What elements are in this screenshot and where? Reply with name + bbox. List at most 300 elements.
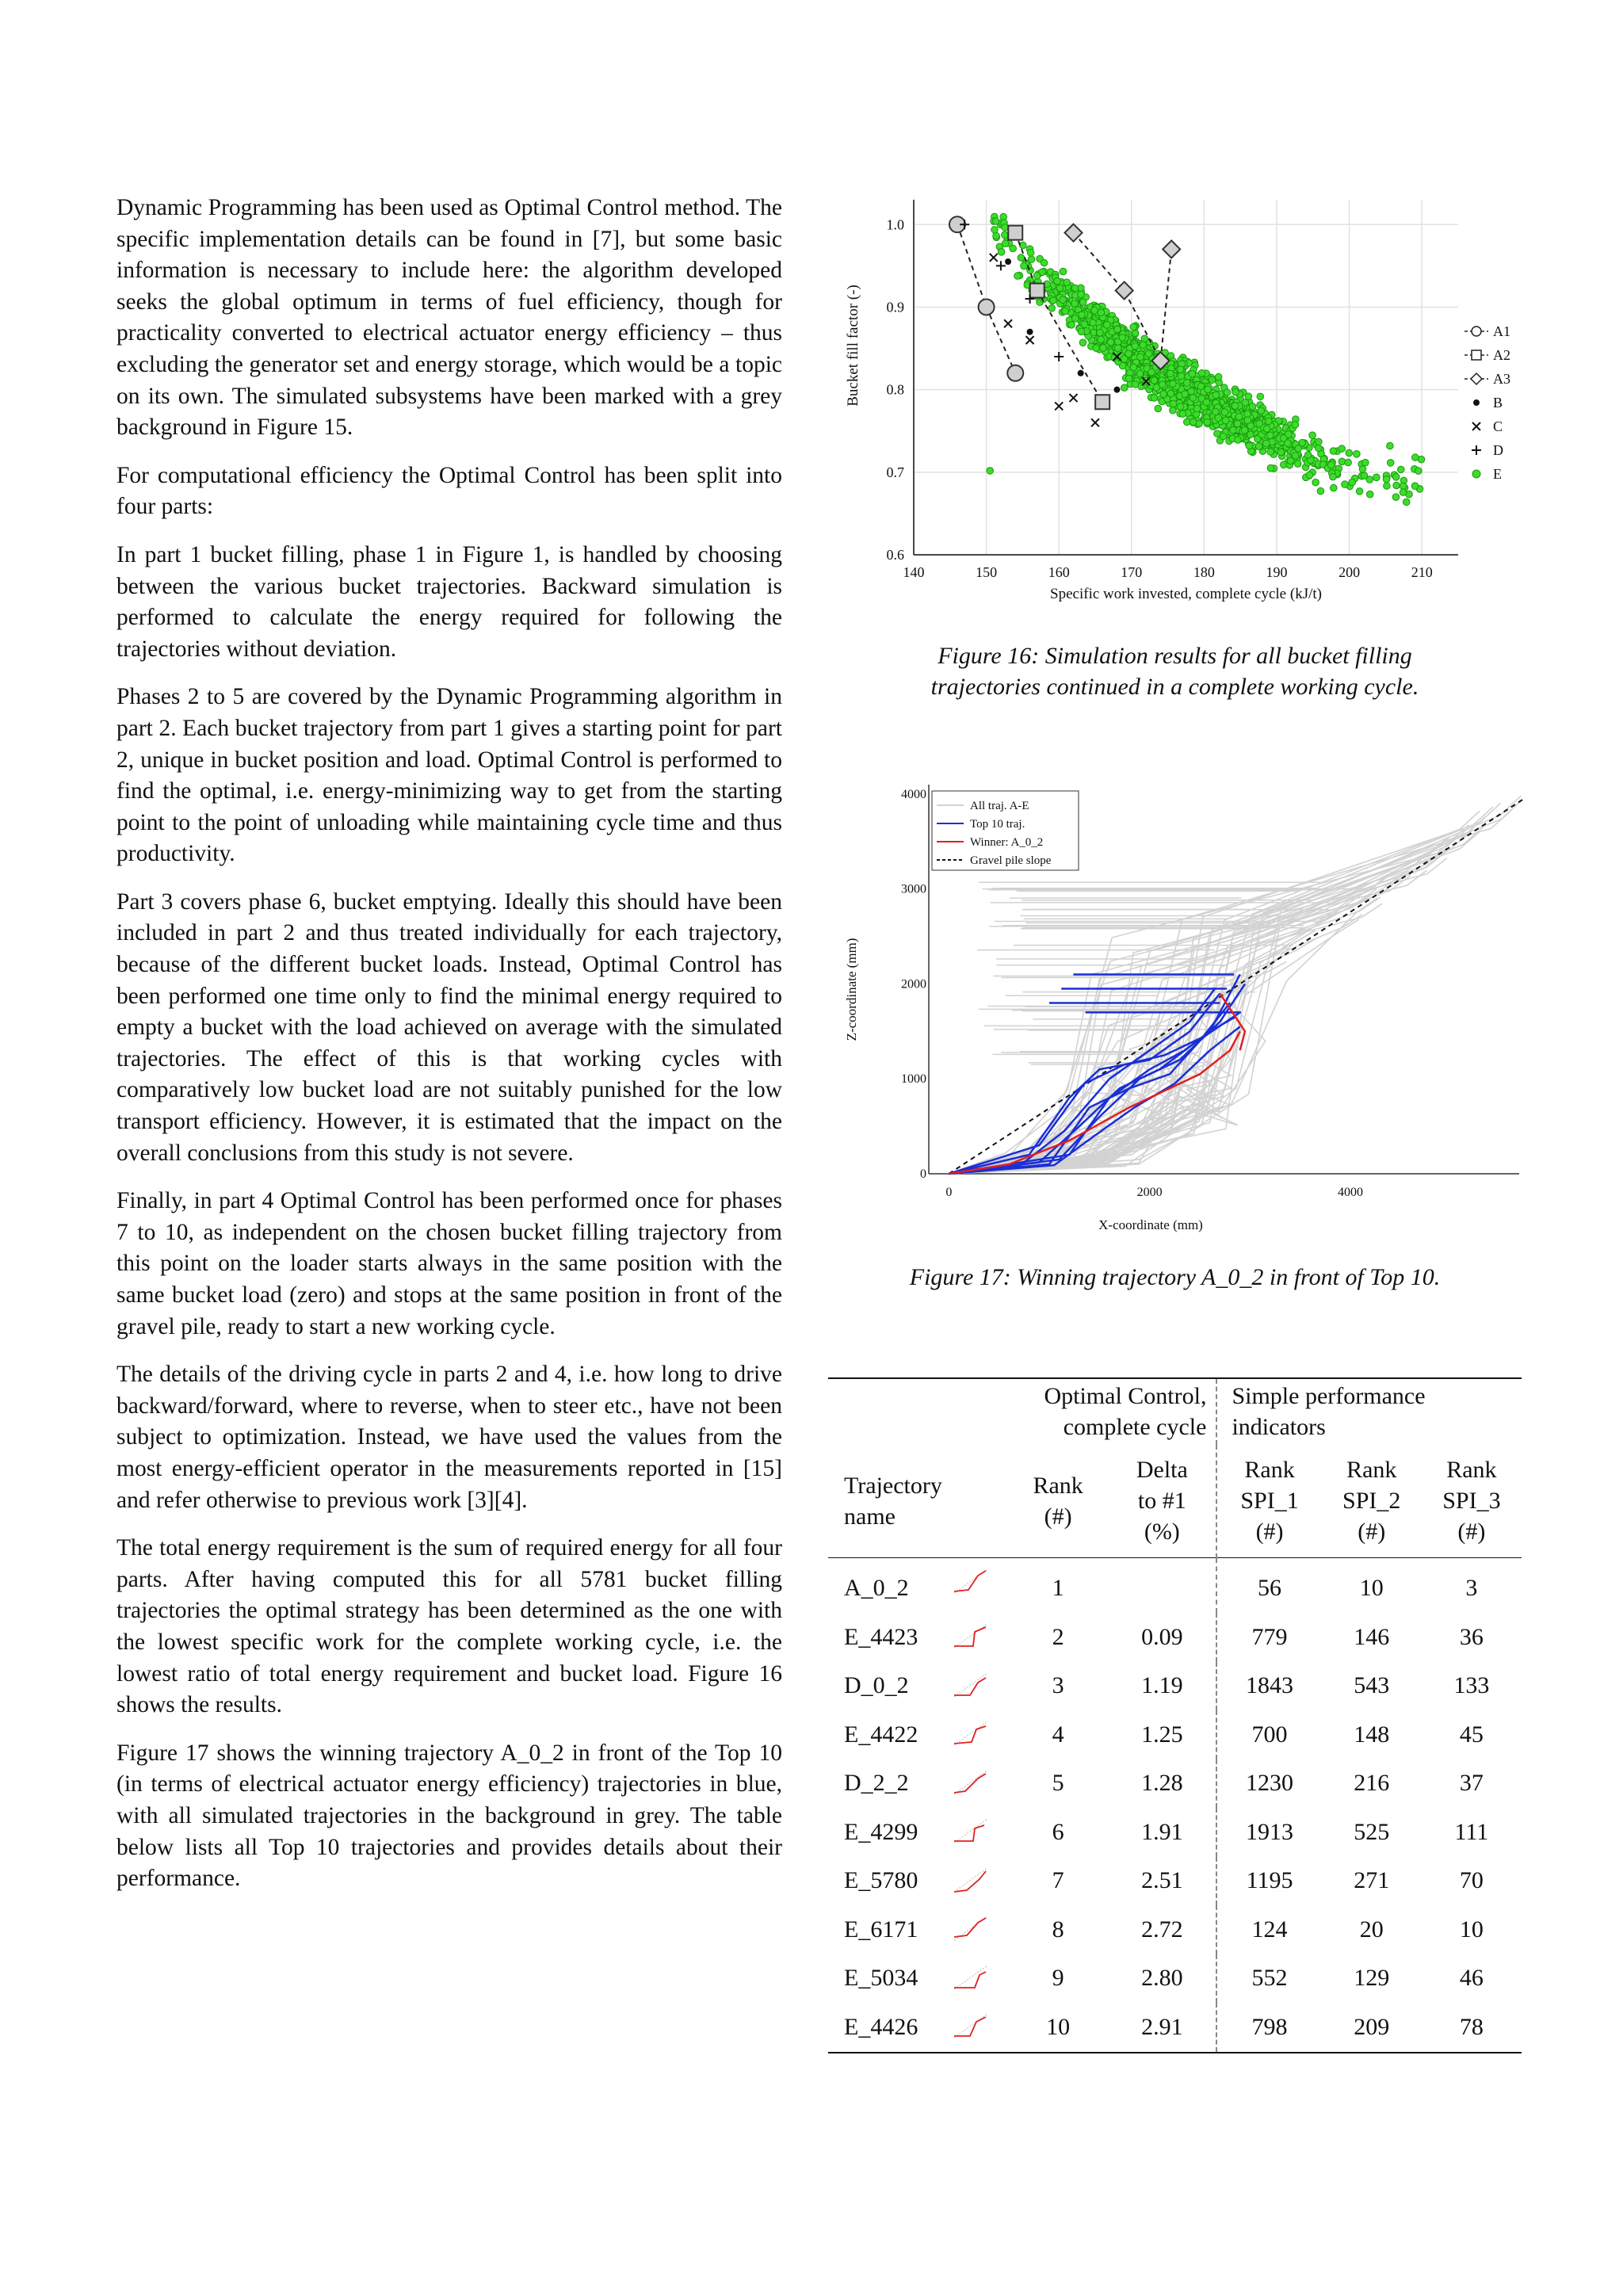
x-tick-label: 2000: [1136, 1186, 1163, 1199]
data-point-E: [1119, 334, 1126, 342]
thumbnail-trajectory: [954, 1871, 986, 1892]
legend-item: [1472, 466, 1502, 482]
cell-spi3: 10: [1459, 1916, 1484, 1943]
data-point-E: [1366, 491, 1373, 498]
legend-item: [1465, 371, 1510, 387]
trajectory-thumbnail-icon: [951, 1866, 991, 1895]
data-point-E: [1244, 411, 1251, 418]
trajectory-thumbnail-icon: [951, 1964, 991, 1992]
data-point-E: [1014, 273, 1022, 280]
data-point-E: [1020, 242, 1027, 249]
legend-item: [1473, 395, 1503, 411]
legend-marker-circle: [1472, 327, 1481, 336]
header-line: to #1: [1137, 1488, 1186, 1515]
cell-trajectory-name: [828, 1857, 1008, 1906]
data-point-E: [1010, 245, 1017, 252]
cell-spi3: 70: [1459, 1867, 1484, 1894]
data-point-E: [1266, 418, 1273, 425]
data-point-E: [1366, 476, 1373, 483]
data-point-E: [1392, 494, 1400, 501]
data-point-E: [1246, 442, 1253, 449]
data-point-A2: [1095, 395, 1109, 409]
data-point-E: [1312, 479, 1319, 486]
data-point-E: [1234, 420, 1241, 427]
table-row: [828, 1557, 1522, 1613]
data-point-E: [1155, 405, 1162, 412]
x-tick-label: 210: [1411, 564, 1433, 580]
data-point-E: [1107, 338, 1114, 346]
data-point-E: [1209, 376, 1216, 384]
cell-rank: 10: [1046, 2013, 1071, 2040]
data-point-D: [996, 261, 1006, 270]
cell-spi3: 3: [1465, 1575, 1478, 1602]
y-axis-label: Bucket fill factor (-): [845, 285, 861, 407]
cell-trajectory-name: [828, 1710, 1008, 1759]
cell-spi3: 133: [1453, 1672, 1490, 1699]
data-point-A3: [1116, 282, 1133, 300]
legend-label: All traj. A-E: [970, 800, 1029, 812]
data-point-E: [1060, 268, 1067, 275]
paragraph: The total energy requirement is the sum of required energy for all four parts. After having computed this for all 5781 bucket filling trajectories the optimal strategy has been determined as the one with the lowest specific work for the complete working cycle, i.e. the lowest ratio of total energy requirement and bucket load. Figure 16 shows the results.: [116, 1535, 782, 1718]
cell-spi1: 56: [1216, 1557, 1321, 1613]
data-point-E: [1125, 350, 1132, 357]
data-point-E: [1267, 464, 1274, 472]
data-point-E: [1079, 339, 1086, 346]
paragraph: Phases 2 to 5 are covered by the Dynamic Programming algorithm in part 2. Each bucket trajectory from part 1 gives a starting point for part 2, unique in bucket position and load. Optimal Control is performed to find the optimal, i.e. energy-minimizing way to get from the starting point to the point of unloading while maintaining cycle time and thus productivity.: [116, 684, 782, 867]
x-axis-label: Specific work invested, complete cycle (kJ/t): [1050, 586, 1322, 602]
data-point-E: [1277, 449, 1285, 456]
data-point-E: [1346, 449, 1353, 457]
data-point-E: [1398, 466, 1405, 473]
group-header-line: complete cycle: [1063, 1414, 1207, 1440]
data-point-E: [1241, 427, 1248, 434]
cell-spi1: 798: [1216, 2003, 1321, 2053]
data-point-E: [1182, 391, 1189, 398]
cell-rank: 3: [1052, 1672, 1064, 1699]
y-tick-label: 0: [920, 1167, 926, 1181]
thumbnail-slope: [954, 1868, 987, 1892]
data-point-E: [1179, 411, 1186, 418]
trajectory-name: E_4426: [844, 2013, 918, 2040]
data-point-E: [1136, 370, 1144, 377]
y-tick-label: 1000: [901, 1072, 926, 1087]
header-line: SPI_2: [1342, 1488, 1401, 1515]
data-point-C: [1091, 418, 1099, 426]
figure-17-caption: Figure 17: Winning trajectory A_0_2 in front of Top 10.: [909, 1264, 1441, 1290]
paragraph: For computational efficiency the Optimal Control has been split into four parts:: [116, 462, 782, 520]
cell-trajectory-name: [828, 1954, 1008, 2004]
cell-rank: 9: [1052, 1965, 1064, 1992]
data-point-E: [1027, 250, 1034, 257]
cell-delta: 2.91: [1141, 2013, 1183, 2040]
y-tick-label: 1.0: [886, 216, 904, 233]
data-point-E: [1338, 458, 1346, 465]
data-point-E: [1255, 443, 1262, 450]
data-point-E: [1345, 459, 1352, 466]
data-point-E: [1151, 395, 1158, 402]
legend-label: Top 10 traj.: [970, 818, 1025, 831]
cell-spi2: 129: [1354, 1965, 1390, 1992]
data-point-E: [1137, 353, 1144, 361]
data-point-D: [1054, 352, 1064, 361]
data-point-E: [1392, 474, 1400, 481]
data-point-E: [1267, 449, 1274, 456]
y-tick-label: 0.8: [886, 381, 904, 398]
data-point-E: [1393, 482, 1400, 489]
data-point-E: [1079, 311, 1086, 319]
legend-marker-dot: [1473, 399, 1480, 406]
cell-spi2: 543: [1354, 1672, 1390, 1699]
data-point-E: [1140, 342, 1147, 349]
data-point-E: [1048, 305, 1056, 312]
data-point-E: [1190, 395, 1197, 402]
column-header-rank: [1008, 1445, 1108, 1557]
data-point-E: [1349, 479, 1356, 486]
cell-trajectory-name: [828, 1613, 1008, 1662]
cell-delta: 2.72: [1141, 1916, 1183, 1943]
data-point-A3: [1163, 241, 1180, 258]
data-point-E: [1132, 381, 1139, 388]
trajectory-name: E_6171: [844, 1916, 918, 1943]
paragraph: In part 1 bucket filling, phase 1 in Figure 1, is handled by choosing between the various bucket trajectories. Backward simulation is performed to calculate the energy required for following the trajectories without deviation.: [116, 541, 782, 662]
trajectory-name: D_0_2: [844, 1672, 909, 1699]
header-line: Delta: [1136, 1457, 1188, 1484]
thumbnail-slope: [954, 1771, 987, 1794]
x-tick-label: 200: [1338, 564, 1361, 580]
data-point-E: [1400, 489, 1407, 496]
data-point-B: [1027, 329, 1033, 335]
x-tick-label: 0: [945, 1186, 953, 1199]
data-point-E: [1151, 377, 1158, 384]
cell-spi1: 1195: [1216, 1857, 1321, 1906]
data-point-E: [1315, 445, 1322, 452]
data-point-E: [1403, 499, 1410, 506]
trajectory-name: E_5780: [844, 1867, 918, 1894]
data-point-E: [1064, 279, 1071, 286]
cell-trajectory-name: [828, 1759, 1008, 1809]
legend-label: D: [1493, 442, 1503, 458]
thumbnail-slope: [954, 1624, 987, 1648]
data-point-E: [1178, 372, 1185, 380]
data-point-E: [1203, 399, 1210, 406]
header-line: Rank: [1446, 1457, 1497, 1484]
cell-spi3: 46: [1459, 1965, 1484, 1992]
figure-16-caption: [828, 640, 1522, 702]
cell-delta: 1.19: [1141, 1672, 1183, 1699]
data-point-E: [1362, 459, 1369, 466]
header-line: (#): [1044, 1503, 1072, 1530]
thumbnail-slope: [954, 1819, 987, 1843]
cell-rank: 4: [1052, 1721, 1064, 1748]
data-point-E: [1170, 400, 1177, 407]
legend-item: [1472, 418, 1503, 434]
figure-16-caption-line-1: Figure 16: Simulation results for all bucket filling: [938, 643, 1412, 669]
data-point-E: [1177, 366, 1184, 373]
trajectory-thumbnail-icon: [951, 1720, 991, 1748]
cell-spi2: 271: [1354, 1867, 1390, 1894]
cell-spi3: 36: [1459, 1623, 1484, 1650]
data-point-E: [1257, 393, 1264, 400]
data-point-E: [1342, 481, 1349, 488]
x-tick-label: 190: [1266, 564, 1288, 580]
data-point-E: [1167, 390, 1174, 397]
trajectory-plot: [828, 773, 1526, 1240]
data-point-E: [998, 249, 1005, 256]
group-header-line: indicators: [1232, 1414, 1326, 1440]
cell-spi2: 20: [1359, 1916, 1384, 1943]
cell-spi2: 146: [1354, 1623, 1390, 1650]
data-point-E: [1215, 415, 1222, 422]
trajectory-thumbnail-icon: [951, 1915, 991, 1943]
data-point-E: [1141, 335, 1148, 342]
data-point-E: [1287, 457, 1294, 464]
data-point-E: [1356, 488, 1363, 495]
column-header-spi1: [1216, 1445, 1321, 1557]
figure-16-scatter-chart: [824, 190, 1522, 618]
group-header-line: Simple performance: [1232, 1383, 1426, 1409]
legend-label: Winner: A_0_2: [970, 836, 1044, 849]
data-point-E: [1354, 451, 1361, 458]
data-point-E: [1387, 442, 1394, 449]
data-point-E: [1097, 330, 1104, 337]
trajectory-thumbnail-icon: [951, 1671, 991, 1700]
cell-spi2: 525: [1354, 1818, 1390, 1845]
legend-label: A2: [1493, 347, 1510, 363]
data-point-E: [1316, 438, 1323, 445]
trajectory-name: E_5034: [844, 1965, 918, 1992]
data-point-E: [1115, 345, 1122, 352]
data-point-E: [1309, 432, 1316, 439]
column-header-trajectory-name: [828, 1445, 1008, 1557]
paragraph: The details of the driving cycle in parts 2 and 4, i.e. how long to drive backward/forward, where to reverse, when to steer etc., have not been subject to optimization. Instead, we have used the values from the most energy-efficient operator in the measurements reported in [15] and refer otherwise to previous work [3][4].: [116, 1362, 782, 1513]
data-point-E: [1072, 315, 1079, 323]
data-point-E: [1263, 426, 1270, 433]
data-point-E: [1198, 370, 1205, 377]
data-point-E: [1317, 487, 1324, 495]
data-point-E: [1018, 254, 1025, 262]
cell-spi3: 45: [1459, 1721, 1484, 1748]
header-line: (#): [1457, 1519, 1486, 1545]
data-point-E: [1104, 322, 1111, 329]
data-point-E: [1299, 439, 1306, 446]
data-point-C: [1070, 394, 1078, 402]
data-point-E: [1050, 297, 1057, 304]
data-point-E: [1280, 435, 1287, 442]
table-row: [828, 1857, 1522, 1906]
data-point-E: [1235, 437, 1242, 444]
cell-delta: 2.80: [1141, 1965, 1183, 1992]
x-tick-label: 4000: [1338, 1186, 1363, 1199]
cell-rank: 5: [1052, 1770, 1064, 1797]
cell-spi3: 37: [1459, 1770, 1484, 1797]
data-point-B: [1005, 258, 1011, 265]
data-point-E: [1159, 381, 1166, 388]
data-point-E: [1002, 224, 1009, 231]
data-point-E: [1148, 369, 1155, 376]
data-point-E: [1071, 300, 1079, 308]
data-point-E: [1160, 391, 1167, 398]
table-row: [828, 1905, 1522, 1954]
data-point-E: [1125, 375, 1132, 382]
legend-label: B: [1493, 395, 1503, 411]
paragraph: Finally, in part 4 Optimal Control has been performed once for phases 7 to 10, as independent on the chosen bucket filling trajectory from this point on the loader starts always in the same position with the same bucket load (zero) and stops at the same position in front of the gravel pile, ready to start a new working cycle.: [116, 1188, 782, 1339]
data-point-E: [1021, 262, 1028, 269]
data-point-E: [1071, 285, 1079, 292]
cell-delta: [1108, 1557, 1216, 1613]
cell-rank: 7: [1052, 1867, 1064, 1894]
data-point-E: [1331, 484, 1338, 491]
data-point-E: [1091, 307, 1098, 314]
cell-spi1: 552: [1216, 1954, 1321, 2004]
data-point-E: [1184, 380, 1191, 387]
data-point-E: [1338, 445, 1346, 453]
y-tick-label: 0.7: [886, 464, 904, 480]
top-10-table: [828, 1377, 1522, 2053]
data-point-E: [1383, 476, 1390, 483]
data-point-E: [1235, 414, 1243, 421]
group-header-optimal-control: [1008, 1378, 1216, 1445]
cell-delta: 2.51: [1141, 1867, 1183, 1894]
data-point-E: [1193, 405, 1201, 412]
trajectory-name: E_4423: [844, 1623, 918, 1650]
cell-spi1: 1843: [1216, 1662, 1321, 1711]
trajectory-name: E_4422: [844, 1721, 918, 1748]
data-point-E: [1212, 408, 1220, 415]
trajectory-name: A_0_2: [844, 1575, 909, 1602]
cell-trajectory-name: [828, 1808, 1008, 1857]
data-point-E: [1292, 422, 1299, 429]
data-point-E: [1130, 364, 1137, 371]
data-point-E: [1224, 389, 1231, 396]
cell-trajectory-name: [828, 1557, 1008, 1613]
data-point-E: [1130, 323, 1137, 330]
data-point-E: [987, 468, 994, 475]
cell-spi1: 1913: [1216, 1808, 1321, 1857]
data-point-E: [1304, 452, 1312, 459]
trajectory-thumbnail-icon: [951, 1769, 991, 1797]
data-point-E: [1267, 432, 1274, 439]
cell-trajectory-name: [828, 1662, 1008, 1711]
data-point-E: [1215, 373, 1222, 380]
trajectory-thumbnail-icon: [951, 1568, 991, 1596]
column-header-delta: [1108, 1445, 1216, 1557]
cell-spi1: 124: [1216, 1905, 1321, 1954]
legend-marker-green: [1472, 470, 1480, 478]
data-point-E: [1062, 308, 1069, 315]
cell-rank: 6: [1052, 1818, 1064, 1845]
cell-rank: 2: [1052, 1623, 1064, 1650]
trajectory-thumbnail-icon: [951, 1622, 991, 1651]
figure-17-trajectory-chart: [828, 773, 1526, 1240]
data-point-E: [1177, 403, 1184, 411]
data-point-E: [1247, 431, 1254, 438]
data-point-B: [1078, 370, 1084, 376]
data-point-E: [1060, 296, 1067, 304]
header-line: name: [844, 1503, 896, 1530]
data-point-E: [1232, 403, 1239, 410]
table-row: [828, 1710, 1522, 1759]
table-row: [828, 1613, 1522, 1662]
figure-16-caption-line-2: trajectories continued in a complete working cycle.: [930, 674, 1419, 700]
series-E-points: [987, 213, 1425, 506]
thumbnail-trajectory: [954, 1726, 986, 1744]
data-point-E: [1221, 409, 1228, 416]
trajectory-name: D_2_2: [844, 1770, 909, 1797]
data-point-E: [1412, 454, 1419, 461]
trajectory-thumbnail-icon: [951, 1817, 991, 1846]
legend-label: A3: [1493, 371, 1510, 387]
legend-label: C: [1493, 418, 1503, 434]
data-point-E: [1098, 309, 1105, 316]
header-line: SPI_3: [1442, 1488, 1501, 1515]
data-point-E: [1384, 483, 1391, 490]
header-line: (#): [1255, 1519, 1284, 1545]
legend-marker-plus: [1472, 445, 1481, 455]
cell-delta: 0.09: [1141, 1623, 1183, 1650]
legend-label: A1: [1493, 323, 1510, 339]
cell-delta: 1.28: [1141, 1770, 1183, 1797]
cell-delta: 1.91: [1141, 1818, 1183, 1845]
data-point-E: [1190, 418, 1197, 426]
data-point-E: [1330, 473, 1337, 480]
data-point-A1: [1007, 365, 1023, 381]
body-text-column: [116, 193, 782, 1912]
data-point-E: [1189, 370, 1196, 377]
data-point-E: [1033, 273, 1041, 280]
cell-spi2: 10: [1359, 1575, 1384, 1602]
y-axis-label: Z-coordinate (mm): [844, 938, 859, 1041]
trajectory-name: E_4299: [844, 1818, 918, 1845]
cell-delta: 1.25: [1141, 1721, 1183, 1748]
data-point-E: [1093, 345, 1100, 352]
data-point-E: [1098, 336, 1105, 343]
y-tick-label: 2000: [901, 977, 926, 991]
header-line: Rank: [1033, 1472, 1083, 1499]
table-row: [828, 1662, 1522, 1711]
data-point-E: [1068, 322, 1075, 329]
header-line: Trajectory: [844, 1472, 942, 1499]
header-empty: [828, 1378, 1008, 1445]
legend-item: [1472, 442, 1503, 458]
data-point-E: [1079, 299, 1086, 306]
data-point-E: [1114, 326, 1121, 333]
data-point-C: [990, 254, 998, 262]
cell-trajectory-name: [828, 2003, 1008, 2053]
data-point-E: [1078, 291, 1085, 298]
thumbnail-slope: [954, 1966, 987, 1989]
table-row: [828, 2003, 1522, 2053]
data-point-E: [1121, 384, 1128, 392]
data-point-E: [1197, 383, 1205, 390]
paragraph: Dynamic Programming has been used as Optimal Control method. The specific implementation details can be found in [7], but some basic information is necessary to include here: the algorithm developed seeks the global optimum in terms of fuel efficiency, though for practicality converted to electrical actuator energy efficiency – thus excluding the generator set and energy storage, which would be a topic on its own. The simulated subsystems have been marked with a grey background in Figure 15.: [116, 195, 782, 441]
table-row: [828, 1808, 1522, 1857]
data-point-E: [1078, 328, 1085, 335]
paragraph: Figure 17 shows the winning trajectory A_0_2 in front of the Top 10 (in terms of electrical actuator energy efficiency) trajectories in blue, with all simulated trajectories in the background in grey. The table below lists all Top 10 trajectories and provides details about their performance.: [116, 1740, 782, 1892]
data-point-E: [1002, 231, 1009, 239]
group-header-simple-performance: [1216, 1378, 1522, 1445]
data-point-A1: [979, 299, 995, 315]
data-point-E: [1294, 460, 1301, 468]
data-point-E: [1145, 350, 1152, 357]
data-point-E: [1100, 345, 1107, 352]
paragraph: Part 3 covers phase 6, bucket emptying. Ideally this should have been included in part 2 and thus treated individually for each trajectory, because of the different bucket loads. Instead, Optimal Control has been performed one time only to find the minimal energy required to empty a bucket with the load achieved on average with the simulated trajectories. The effect of this is that working cycles with comparatively low bucket load are not suitably punished for the low transport efficiency. However, it is estimated that the impact on the overall conclusions from this study is not severe.: [116, 888, 782, 1166]
header-line: (#): [1358, 1519, 1386, 1545]
y-tick-label: 0.9: [886, 299, 904, 315]
legend-marker-square: [1472, 350, 1481, 360]
table-row: [828, 1759, 1522, 1809]
x-axis-label: X-coordinate (mm): [1098, 1217, 1203, 1232]
data-point-A3: [1065, 224, 1083, 242]
